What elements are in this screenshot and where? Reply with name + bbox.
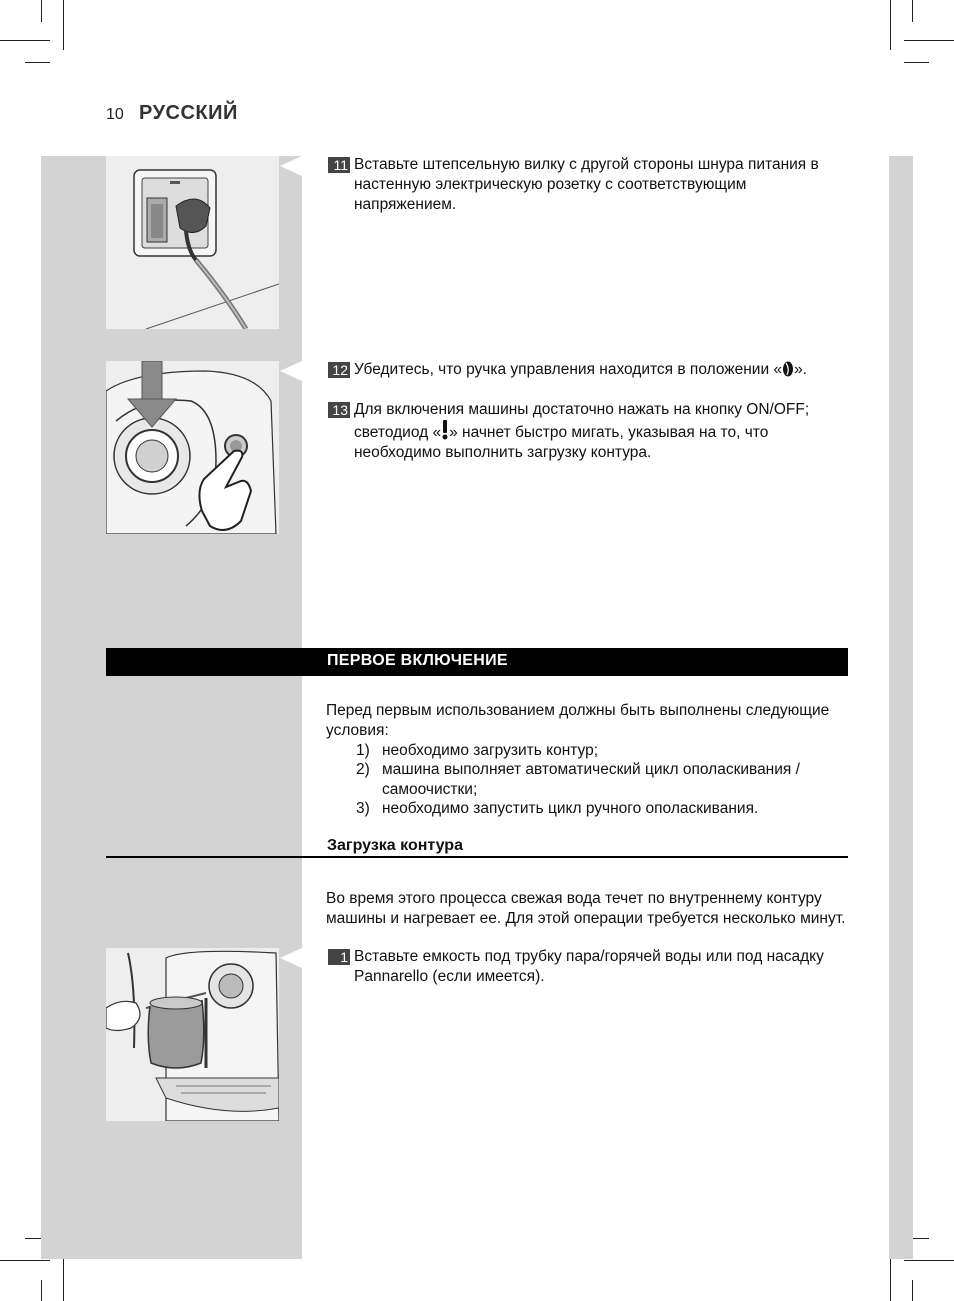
condition-item bbox=[326, 799, 851, 819]
condition-text: необходимо загрузить контур; bbox=[382, 742, 599, 759]
language-title: РУССКИЙ bbox=[139, 102, 238, 124]
crop-mark bbox=[890, 0, 891, 50]
crop-mark bbox=[904, 1260, 954, 1261]
section-header bbox=[106, 648, 848, 676]
step-text: Вставьте штепсельную вилку с другой стороны шнура питания в настенную электрическую розетку с соответствующим напряжением. bbox=[354, 156, 819, 213]
divider bbox=[106, 856, 848, 858]
condition-number: 3) bbox=[356, 800, 370, 817]
plug-socket-illustration bbox=[106, 156, 279, 329]
condition-item bbox=[326, 760, 851, 800]
pointer bbox=[280, 361, 302, 381]
crop-mark bbox=[904, 62, 929, 63]
coffee-bean-icon bbox=[782, 361, 794, 377]
subsection-title: Загрузка контура bbox=[327, 837, 463, 854]
crop-mark bbox=[912, 1280, 913, 1301]
step-text: » начнет быстро мигать, указывая на то, что необходимо выполнить загрузку контура. bbox=[354, 424, 769, 461]
page-number: 10 bbox=[106, 106, 124, 123]
crop-mark bbox=[25, 62, 50, 63]
condition-text: машина выполняет автоматический цикл ополаскивания /самоочистки; bbox=[382, 761, 800, 798]
crop-mark bbox=[0, 40, 50, 41]
condition-item bbox=[326, 741, 851, 761]
intro-paragraph: Перед первым использованием должны быть выполнены следующие условия: bbox=[326, 702, 830, 739]
exclamation-led-icon bbox=[441, 420, 449, 440]
crop-mark bbox=[904, 40, 954, 41]
step-text: Для включения машины достаточно нажать на кнопку ON/OFF; светодиод « bbox=[354, 401, 810, 441]
step-11 bbox=[328, 155, 850, 215]
crop-mark bbox=[41, 1280, 42, 1301]
step-number: 12 bbox=[328, 362, 350, 378]
step-text: ». bbox=[794, 361, 807, 378]
step-13 bbox=[328, 400, 850, 463]
right-sidebar bbox=[889, 156, 913, 1259]
control-panel-illustration bbox=[106, 361, 279, 534]
pointer bbox=[280, 948, 302, 968]
step-text: Вставьте емкость под трубку пара/горячей воды или под насадку Pannarello (если имеется). bbox=[354, 948, 824, 985]
condition-number: 1) bbox=[356, 742, 370, 759]
step-number: 1 bbox=[328, 949, 350, 965]
crop-mark bbox=[41, 0, 42, 22]
step-number: 13 bbox=[328, 402, 350, 418]
step-1 bbox=[328, 947, 850, 987]
crop-mark bbox=[912, 0, 913, 22]
condition-text: необходимо запустить цикл ручного ополаскивания. bbox=[382, 800, 759, 817]
jug-steam-wand-illustration bbox=[106, 948, 279, 1121]
section-title: ПЕРВОЕ ВКЛЮЧЕНИЕ bbox=[327, 652, 508, 669]
crop-mark bbox=[0, 1260, 50, 1261]
loading-paragraph: Во время этого процесса свежая вода течет по внутреннему контуру машины и нагревает ее. Для этой операции требуется несколько минут. bbox=[326, 890, 846, 927]
pointer bbox=[280, 156, 302, 176]
step-number: 11 bbox=[328, 157, 350, 173]
step-text: Убедитесь, что ручка управления находится в положении « bbox=[354, 361, 783, 378]
condition-number: 2) bbox=[356, 761, 370, 778]
crop-mark bbox=[63, 0, 64, 50]
step-12 bbox=[328, 360, 850, 380]
